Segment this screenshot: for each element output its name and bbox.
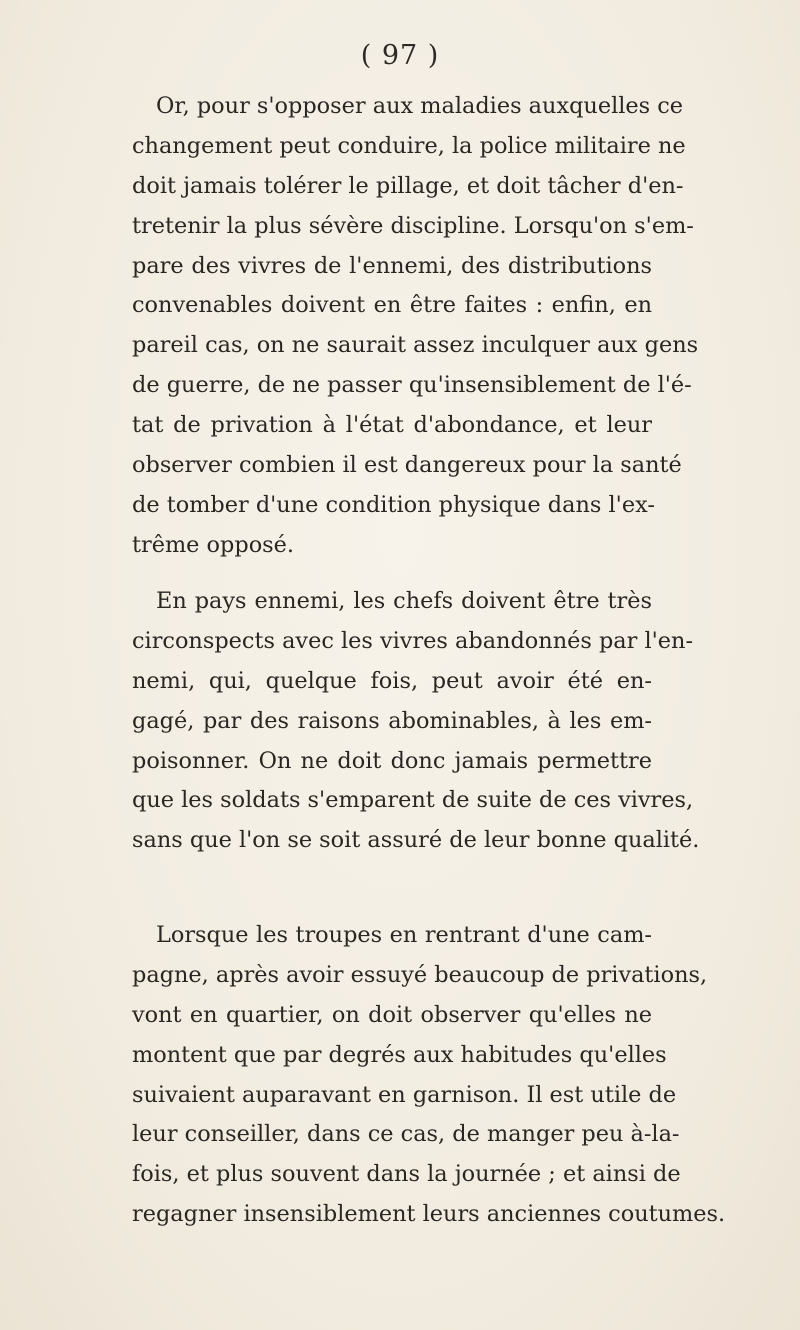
text-line: Or, pour s'opposer aux maladies auxquelles ce [156, 93, 684, 119]
text-line: sans que l'on se soit assuré de leur bonne qualité. [132, 827, 700, 854]
text-line: pagne, après avoir essuyé beaucoup de privations, [132, 961, 708, 988]
text-line: que les soldats s'emparent de suite de ces vivres, [132, 787, 694, 814]
text-line: montent que par degrés aux habitudes qu'elles [132, 1041, 667, 1068]
text-line: nemi, qui, quelque fois, peut avoir été en- [132, 667, 652, 694]
text-line: vont en quartier, on doit observer qu'elles ne [132, 1001, 652, 1028]
paragraph-2 [132, 582, 700, 861]
text-line: En pays ennemi, les chefs doivent être très [156, 588, 652, 614]
paragraph-1 [132, 87, 699, 566]
text-line: trême opposé. [132, 531, 295, 558]
text-line: de guerre, de ne passer qu'insensiblement de l'é- [132, 372, 692, 399]
text-line: suivaient auparavant en garnison. Il est utile de [132, 1081, 677, 1108]
text-line: doit jamais tolérer le pillage, et doit tâcher d'en- [132, 172, 684, 199]
text-line: pare des vivres de l'ennemi, des distributions [132, 252, 652, 279]
text-line: de tomber d'une condition physique dans l'ex- [132, 491, 655, 518]
text-line: fois, et plus souvent dans la journée ; et ainsi de [132, 1161, 681, 1188]
text-line: regagner insensiblement leurs anciennes coutumes. [132, 1201, 726, 1228]
page-number: ( 97 ) [360, 40, 440, 71]
text-line: changement peut conduire, la police militaire ne [132, 132, 686, 159]
text-line: Lorsque les troupes en rentrant d'une cam- [156, 922, 652, 948]
text-line: convenables doivent en être faites : enfin, en [132, 292, 652, 319]
text-line: gagé, par des raisons abominables, à les em- [132, 707, 652, 734]
text-line: pareil cas, on ne saurait assez inculquer aux gens [132, 332, 699, 359]
paragraph-3 [132, 916, 726, 1235]
text-line: poisonner. On ne doit donc jamais permettre [132, 747, 652, 774]
text-line: observer combien il est dangereux pour la santé [132, 452, 682, 479]
text-line: leur conseiller, dans ce cas, de manger peu à-la- [132, 1121, 680, 1148]
text-line: tat de privation à l'état d'abondance, et leur [132, 412, 652, 439]
text-line: tretenir la plus sévère discipline. Lorsqu'on s'em- [132, 212, 694, 239]
text-line: circonspects avec les vivres abandonnés par l'en- [132, 627, 694, 654]
